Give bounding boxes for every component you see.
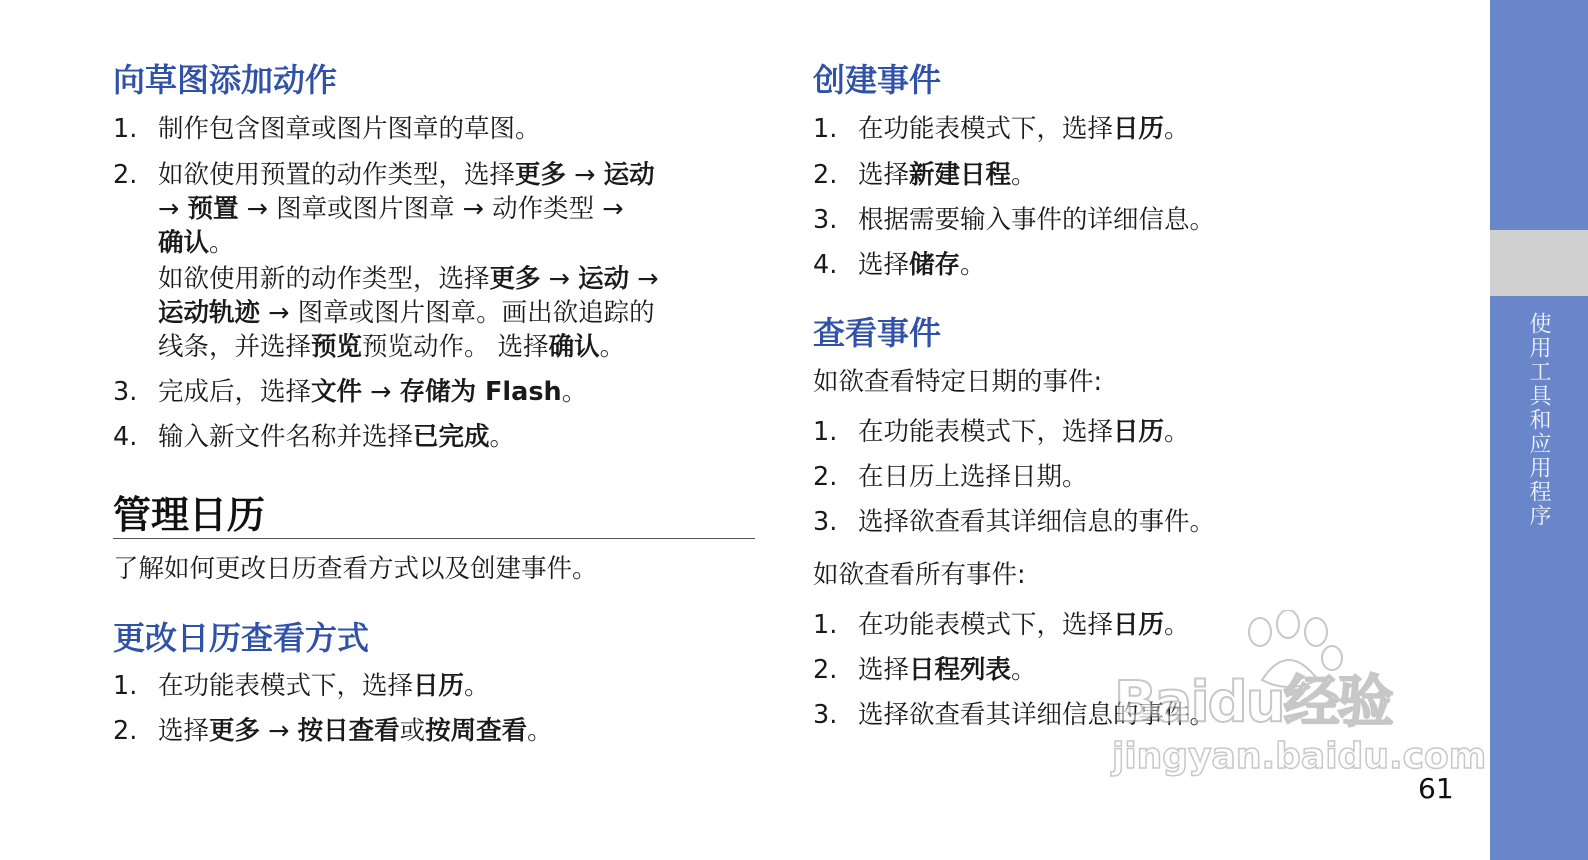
- page-title: 管理日历: [113, 493, 266, 537]
- section-title-add-action: 向草图添加动作: [113, 61, 338, 99]
- step-number: 1.: [813, 610, 838, 640]
- step-text: 选择储存。: [858, 250, 986, 280]
- step-text: 选择新建日程。: [858, 160, 1037, 190]
- step-number: 3.: [813, 700, 838, 730]
- step-text-line: 如欲使用新的动作类型，选择更多 → 运动 →: [158, 264, 659, 294]
- list-item: [813, 415, 1373, 451]
- step-number: 2.: [813, 160, 838, 190]
- watermark-main: Baidu经验: [1114, 670, 1392, 735]
- step-number: 1.: [813, 417, 838, 447]
- watermark-url: jingyan.baidu.com: [1112, 736, 1487, 777]
- intro-text: 如欲查看特定日期的事件:: [813, 367, 1103, 397]
- step-text: 在功能表模式下，选择日历。: [858, 114, 1190, 144]
- list-item: [813, 460, 1373, 496]
- step-text: 在功能表模式下，选择日历。: [858, 417, 1190, 447]
- step-text-line: 如欲使用预置的动作类型，选择更多 → 运动: [158, 160, 655, 190]
- step-number: 2.: [113, 716, 138, 746]
- step-text: 完成后，选择文件 → 存储为 Flash。: [158, 377, 588, 407]
- section-title-change-view: 更改日历查看方式: [113, 619, 370, 657]
- step-text: 在功能表模式下，选择日历。: [158, 671, 490, 701]
- step-text: 输入新文件名称并选择已完成。: [158, 422, 516, 452]
- step-text: 选择更多 → 按日查看或按周查看。: [158, 716, 553, 746]
- step-number: 1.: [113, 114, 138, 144]
- step-text-line: 确认。: [158, 228, 235, 258]
- list-item: [113, 420, 758, 456]
- step-number: 4.: [813, 250, 838, 280]
- step-number: 4.: [113, 422, 138, 452]
- step-number: 3.: [113, 377, 138, 407]
- list-item: [113, 112, 758, 148]
- list-item: [813, 158, 1373, 194]
- section-title-view-events: 查看事件: [813, 314, 942, 352]
- list-item: [113, 714, 758, 750]
- step-text-line: 线条，并选择预览预览动作。 选择确认。: [158, 332, 626, 362]
- step-number: 1.: [813, 114, 838, 144]
- step-text: 在功能表模式下，选择日历。: [858, 610, 1190, 640]
- step-number: 2.: [113, 160, 138, 190]
- baidu-watermark: [1112, 610, 1487, 790]
- step-number: 1.: [113, 671, 138, 701]
- step-text: 选择欲查看其详细信息的事件。: [858, 507, 1216, 537]
- chapter-tab-marker: [1490, 230, 1588, 296]
- intro-text: 了解如何更改日历查看方式以及创建事件。: [113, 554, 598, 584]
- section-title-create-event: 创建事件: [813, 61, 942, 99]
- step-text-line: → 预置 → 图章或图片图章 → 动作类型 →: [158, 194, 624, 224]
- intro-text: 如欲查看所有事件:: [813, 560, 1026, 590]
- list-item: [113, 158, 758, 368]
- step-text: 选择日程列表。: [858, 655, 1037, 685]
- step-number: 2.: [813, 655, 838, 685]
- step-number: 2.: [813, 462, 838, 492]
- step-text: 选择欲查看其详细信息的事件。: [858, 700, 1216, 730]
- list-item: [113, 375, 758, 411]
- list-item: [113, 669, 758, 705]
- list-item: [813, 203, 1373, 239]
- chapter-label: 使用工具和应用程序: [1526, 312, 1551, 528]
- step-text-line: 运动轨迹 → 图章或图片图章。画出欲追踪的: [158, 298, 655, 328]
- step-text: 根据需要输入事件的详细信息。: [858, 205, 1216, 235]
- title-divider: [113, 538, 755, 539]
- list-item: [813, 248, 1373, 284]
- step-number: 3.: [813, 507, 838, 537]
- chapter-sidebar: [1490, 0, 1588, 860]
- step-text: 在日历上选择日期。: [858, 462, 1088, 492]
- list-item: [813, 505, 1373, 541]
- list-item: [813, 112, 1373, 148]
- page-number: 61: [1418, 772, 1454, 805]
- step-number: 3.: [813, 205, 838, 235]
- step-text: 制作包含图章或图片图章的草图。: [158, 114, 541, 144]
